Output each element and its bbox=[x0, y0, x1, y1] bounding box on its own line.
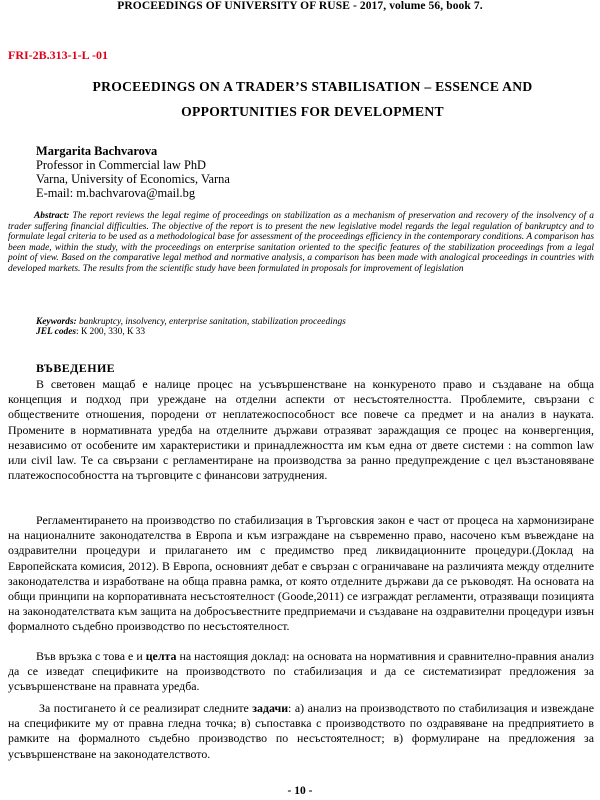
jel-text: : К 200, 330, К 33 bbox=[76, 327, 146, 337]
paper-title-line-2: OPPORTUNITIES FOR DEVELOPMENT bbox=[181, 104, 444, 119]
jel-label: JEL codes bbox=[36, 327, 77, 337]
paper-title bbox=[30, 74, 595, 124]
author-email: E-mail: m.bachvarova@mail.bg bbox=[36, 186, 196, 200]
abstract-label: Abstract: bbox=[34, 211, 70, 221]
keywords-label: Keywords: bbox=[36, 317, 77, 327]
jel-codes bbox=[36, 327, 145, 338]
author-name: Margarita Bachvarova bbox=[36, 144, 158, 158]
page-number: - 10 - bbox=[287, 785, 313, 797]
paragraph-2: Регламентирането на производство по стабилизация в Търговския закон е част от процеса на хармонизиране на националните законодателства в Европа и към изграждане на съвременно право, насочено към въвеждане на оздравителни процедури и прилагането им с предимство пред ликвидационните процедури.(Доклад на Европейската комисия, 2012). В Европа, основният дебат е свързан с ограничаване на различията между отделните законодателства и изработване на обща правна рамка, от която отделните държави да се ръководят. На основата на общи принципи на корпоративната несъстоятелност (Goode,2011) се изграждат регламенти, отразяващи позицията на законодателствата към защита на добросъвестните предприемачи и създаване на оздравителни процедури извън формалното съдебно производство по несъстоятелност. bbox=[8, 513, 594, 634]
paragraph-3-text-b: на настоящия доклад: на основата на нормативния и сравнително-правния анализ да се изведат спецификите на производството по стабилизация и да се систематизират предложения за усъвършенстване на правната уредба. bbox=[8, 649, 594, 694]
author-block bbox=[36, 144, 230, 200]
keywords-text: bankruptcy, insolvency, enterprise sanitation, stabilization proceedings bbox=[76, 317, 346, 327]
running-header: PROCEEDINGS OF UNIVERSITY OF RUSE - 2017, volume 56, book 7. bbox=[117, 0, 483, 12]
paragraph-4-text-b: : а) анализ на производството по стабилизация и извеждане на спецификите му от правна гледна точка; в) съпоставка с производството по оздравяване на предприятието в рамките на формалното съдебно производство по несъстоятелност; в) формулиране на предложения за усъвършенстване на законодателството. bbox=[8, 701, 594, 761]
abstract bbox=[8, 211, 594, 275]
keywords bbox=[36, 317, 346, 328]
author-affiliation: Varna, University of Economics, Varna bbox=[36, 172, 230, 186]
paragraph-3-text-a: Във връзка с това е и bbox=[36, 649, 146, 663]
section-heading: ВЪВЕДЕНИЕ bbox=[36, 361, 116, 375]
paragraph-3-bold: целта bbox=[145, 649, 177, 663]
paragraph-4-bold: задачи bbox=[252, 701, 289, 715]
paragraph-1: В световен мащаб е налице процес на усъвършенстване на конкуреното право и създаване на обща концепция и подход при уреждане на отделни аспекти от несъстоятелността. Проблемите, свързани с обществените отношения, породени от неплатежоспособност все повече са предмет и на анализ в науката. Промените в нормативната уредба на отделните държави отразяват зараждащия се процес на конвергенция, независимо от особените им характеристики и принадлежността им към една от двете системи : на common law или civil law. Те са свързани с регламентиране на производства за ранно предупреждение с цел възстановяване платежоспособността на търговците с финансови затруднения. bbox=[8, 377, 594, 483]
paper-code: FRI-2B.313-1-L -01 bbox=[8, 48, 108, 62]
paper-title-line-1: PROCEEDINGS ON A TRADER’S STABILISATION – ESSENCE AND bbox=[92, 79, 533, 94]
paragraph-3 bbox=[8, 649, 594, 695]
abstract-text: The report reviews the legal regime of proceedings on stabilization as a mechanism of preservation and recovery of the insolvency of a trader suffering financial difficulties. The objective of the report is to present the new legislative model regards the legal regulation of bankruptcy and to formulate legal criteria to be used as a methodological base for assessment of the proceedings efficiency in the contemporary conditions. A comparison has been made, within the study, with the proceedings on enterprise sanitation oriented to the specific features of the stabilization proceedings from a legal point of view. Based on the comparative legal method and normative analysis, a comparison has been made with analogical proceedings in countries with developed markets. The results from the scientific study have been formulated in proposals for improvement of legislation bbox=[8, 211, 594, 274]
paragraph-4-text-a: За постигането ѝ се реализират следните bbox=[39, 701, 253, 715]
author-position: Professor in Commercial law PhD bbox=[36, 158, 207, 172]
paragraph-4 bbox=[8, 701, 594, 762]
